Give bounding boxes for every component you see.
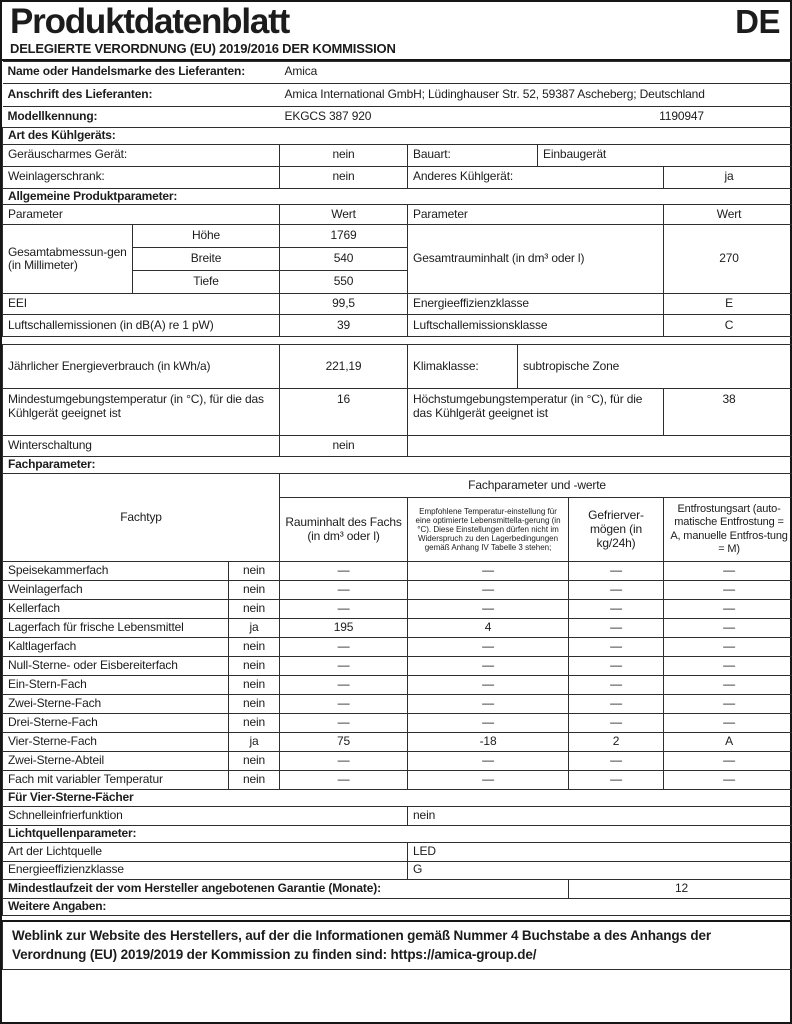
- row-warranty: [3, 879, 792, 898]
- section-more-info-heading: [3, 898, 792, 915]
- compartment-volume: —: [280, 657, 408, 676]
- compartment-present: nein: [229, 714, 280, 733]
- fast-freeze-value: nein: [408, 806, 792, 825]
- energy-class-label: Energieeffizienzklasse: [408, 294, 664, 315]
- compartment-temp: 4: [408, 619, 569, 638]
- compartment-freeze: —: [569, 562, 664, 581]
- compartment-volume: —: [280, 695, 408, 714]
- compartment-freeze: —: [569, 581, 664, 600]
- wert-header-left: Wert: [280, 205, 408, 225]
- compartment-volume-header: Rauminhalt des Fachs (in dm³ oder l): [280, 498, 408, 562]
- winter-empty-cell: [408, 436, 792, 457]
- compartment-defrost: —: [664, 657, 792, 676]
- wine-value: nein: [280, 166, 408, 188]
- row-noise: [3, 315, 792, 337]
- compartment-row: [3, 619, 792, 638]
- compartment-label: Kellerfach: [3, 600, 229, 619]
- supplier-address-label: Anschrift des Lieferanten:: [3, 83, 280, 106]
- compartment-present: nein: [229, 752, 280, 771]
- compartment-defrost: —: [664, 619, 792, 638]
- compartment-freeze: —: [569, 771, 664, 790]
- compartment-defrost: —: [664, 562, 792, 581]
- compartment-label: Vier-Sterne-Fach: [3, 733, 229, 752]
- model-id-label: Modellkennung:: [3, 106, 280, 127]
- compartment-freeze: —: [569, 619, 664, 638]
- compartment-volume: —: [280, 638, 408, 657]
- climate-class-label: Klimaklasse:: [408, 345, 518, 389]
- compartment-freeze: —: [569, 752, 664, 771]
- compartment-label: Weinlagerfach: [3, 581, 229, 600]
- compartment-row: [3, 638, 792, 657]
- compartment-defrost: —: [664, 714, 792, 733]
- supplier-address-value: Amica International GmbH; Lüdinghauser Str. 52, 59387 Ascheberg; Deutschland: [280, 83, 792, 106]
- noise-label: Luftschallemissionen (in dB(A) re 1 pW): [3, 315, 280, 337]
- compartment-temp-header: Empfohlene Temperatur-einstellung für eine optimierte Lebensmittella-gerung (in °C). Diese Einstellungen dürfen nicht im Widerspruch zu den Lagerbedingungen gemäß Anhang IV Tabelle 3 stehen;: [408, 498, 569, 562]
- compartment-freeze: —: [569, 638, 664, 657]
- total-volume-value: 270: [664, 225, 792, 294]
- compartment-label: Lagerfach für frische Lebensmittel: [3, 619, 229, 638]
- other-appliance-value: ja: [664, 166, 792, 188]
- title-block: [2, 2, 790, 61]
- compartment-label: Zwei-Sterne-Abteil: [3, 752, 229, 771]
- row-supplier-address: [3, 83, 792, 106]
- height-label: Höhe: [133, 225, 280, 248]
- light-type-value: LED: [408, 842, 792, 861]
- compartment-freeze: —: [569, 657, 664, 676]
- compartment-temp: —: [408, 695, 569, 714]
- width-value: 540: [280, 248, 408, 271]
- compartment-row: [3, 714, 792, 733]
- compartment-volume: 75: [280, 733, 408, 752]
- compartment-defrost: —: [664, 600, 792, 619]
- datasheet-table: [2, 61, 792, 970]
- compartment-volume: —: [280, 562, 408, 581]
- row-ambient-temp: [3, 389, 792, 436]
- wert-header-right: Wert: [664, 205, 792, 225]
- row-weblink: [3, 921, 792, 970]
- gap-cell: [3, 337, 792, 345]
- compartment-defrost: —: [664, 638, 792, 657]
- compartment-volume: —: [280, 600, 408, 619]
- compartment-temp: —: [408, 714, 569, 733]
- model-id-value: EKGCS 387 920: [280, 106, 569, 127]
- light-class-value: G: [408, 861, 792, 879]
- compartment-present: nein: [229, 581, 280, 600]
- noise-value: 39: [280, 315, 408, 337]
- warranty-label: Mindestlaufzeit der vom Hersteller angebotenen Garantie (Monate):: [3, 879, 569, 898]
- section-general-heading: [3, 188, 792, 205]
- low-noise-label: Geräuscharmes Gerät:: [3, 144, 280, 166]
- row-eei: [3, 294, 792, 315]
- compartment-label: Null-Sterne- oder Eisbereiterfach: [3, 657, 229, 676]
- section-type-heading: [3, 127, 792, 144]
- compartment-row: [3, 695, 792, 714]
- compartment-label: Speisekammerfach: [3, 562, 229, 581]
- compartment-label: Fach mit variabler Temperatur: [3, 771, 229, 790]
- compartment-defrost: —: [664, 581, 792, 600]
- design-label: Bauart:: [408, 144, 538, 166]
- noise-class-value: C: [664, 315, 792, 337]
- design-value: Einbaugerät: [538, 144, 792, 166]
- noise-class-label: Luftschallemissionsklasse: [408, 315, 664, 337]
- row-dimensions-height: [3, 225, 792, 248]
- general-heading: Allgemeine Produktparameter:: [3, 188, 792, 205]
- compartment-type-header: Fachtyp: [3, 474, 280, 562]
- row-model-id: [3, 106, 792, 127]
- light-class-label: Energieeffizienzklasse: [3, 861, 408, 879]
- depth-value: 550: [280, 271, 408, 294]
- depth-label: Tiefe: [133, 271, 280, 294]
- min-temp-value: 16: [280, 389, 408, 436]
- compartment-temp: —: [408, 562, 569, 581]
- compartment-temp: —: [408, 771, 569, 790]
- section-compartment-heading: [3, 457, 792, 474]
- fast-freeze-label: Schnelleinfrierfunktion: [3, 806, 408, 825]
- compartment-label: Ein-Stern-Fach: [3, 676, 229, 695]
- param-header-right: Parameter: [408, 205, 664, 225]
- compartment-volume: —: [280, 676, 408, 695]
- compartment-volume: —: [280, 771, 408, 790]
- compartment-row: [3, 676, 792, 695]
- compartment-freeze: —: [569, 676, 664, 695]
- param-header-left: Parameter: [3, 205, 280, 225]
- compartment-label: Zwei-Sterne-Fach: [3, 695, 229, 714]
- row-light-type: [3, 842, 792, 861]
- total-volume-label: Gesamtrauminhalt (in dm³ oder l): [408, 225, 664, 294]
- eei-value: 99,5: [280, 294, 408, 315]
- compartment-present: nein: [229, 638, 280, 657]
- row-param-header: [3, 205, 792, 225]
- compartment-freeze: —: [569, 714, 664, 733]
- compartment-present: ja: [229, 619, 280, 638]
- compartment-temp: —: [408, 657, 569, 676]
- annual-energy-value: 221,19: [280, 345, 408, 389]
- compartment-present: ja: [229, 733, 280, 752]
- compartment-freeze: —: [569, 600, 664, 619]
- compartment-present: nein: [229, 695, 280, 714]
- regulation-subtitle: DELEGIERTE VERORDNUNG (EU) 2019/2016 DER KOMMISSION: [10, 40, 396, 56]
- compartment-present: nein: [229, 657, 280, 676]
- compartment-defrost: —: [664, 771, 792, 790]
- compartment-label: Kaltlagerfach: [3, 638, 229, 657]
- compartment-freeze: 2: [569, 733, 664, 752]
- section-four-star-heading: [3, 790, 792, 807]
- compartment-temp: -18: [408, 733, 569, 752]
- compartment-present: nein: [229, 562, 280, 581]
- type-heading: Art des Kühlgeräts:: [3, 127, 792, 144]
- low-noise-value: nein: [280, 144, 408, 166]
- compartment-present: nein: [229, 676, 280, 695]
- compartment-row: [3, 771, 792, 790]
- section-light-heading: [3, 825, 792, 842]
- light-type-label: Art der Lichtquelle: [3, 842, 408, 861]
- compartment-row: [3, 581, 792, 600]
- compartment-heading: Fachparameter:: [3, 457, 792, 474]
- compartment-freeze: —: [569, 695, 664, 714]
- table-gap: [3, 337, 792, 345]
- row-fast-freeze: [3, 806, 792, 825]
- annual-energy-label: Jährlicher Energieverbrauch (in kWh/a): [3, 345, 280, 389]
- max-temp-value: 38: [664, 389, 792, 436]
- supplier-name-label: Name oder Handelsmarke des Lieferanten:: [3, 61, 280, 83]
- compartment-volume: —: [280, 581, 408, 600]
- compartment-present: nein: [229, 771, 280, 790]
- light-heading: Lichtquellenparameter:: [3, 825, 792, 842]
- compartment-defrost: —: [664, 676, 792, 695]
- compartment-row: [3, 657, 792, 676]
- language-code: DE: [735, 3, 780, 40]
- compartment-freeze-header: Gefrierver-mögen (in kg/24h): [569, 498, 664, 562]
- weblink-text: Weblink zur Website des Herstellers, auf der die Informationen gemäß Nummer 4 Buchstabe a des Anhangs der Verordnung (EU) 2019/2019 der Kommission zu finden sind: https://amica-group.de/: [3, 921, 792, 970]
- winter-value: nein: [280, 436, 408, 457]
- compartment-row: [3, 733, 792, 752]
- winter-label: Winterschaltung: [3, 436, 280, 457]
- other-appliance-label: Anderes Kühlgerät:: [408, 166, 664, 188]
- width-label: Breite: [133, 248, 280, 271]
- page-title: Produktdatenblatt: [10, 2, 290, 41]
- compartment-temp: —: [408, 600, 569, 619]
- four-star-heading: Für Vier-Sterne-Fächer: [3, 790, 792, 807]
- compartment-temp: —: [408, 752, 569, 771]
- compartment-row: [3, 562, 792, 581]
- eei-label: EEI: [3, 294, 280, 315]
- supplier-name-value: Amica: [280, 61, 792, 83]
- compartment-row: [3, 752, 792, 771]
- row-compartment-group-header: [3, 474, 792, 498]
- compartment-defrost: —: [664, 752, 792, 771]
- compartment-defrost-header: Entfrostungsart (auto-matische Entfrostung = A, manuelle Entfros-tung = M): [664, 498, 792, 562]
- compartment-defrost: —: [664, 695, 792, 714]
- row-low-noise: [3, 144, 792, 166]
- compartment-volume: —: [280, 714, 408, 733]
- warranty-value: 12: [569, 879, 792, 898]
- wine-label: Weinlagerschrank:: [3, 166, 280, 188]
- model-number-value: 1190947: [569, 106, 792, 127]
- energy-class-value: E: [664, 294, 792, 315]
- compartment-defrost: A: [664, 733, 792, 752]
- row-supplier-name: [3, 61, 792, 83]
- compartment-label: Drei-Sterne-Fach: [3, 714, 229, 733]
- row-annual-energy: [3, 345, 792, 389]
- compartment-temp: —: [408, 638, 569, 657]
- max-temp-label: Höchstumgebungstemperatur (in °C), für die das Kühlgerät geeignet ist: [408, 389, 664, 436]
- compartment-temp: —: [408, 581, 569, 600]
- row-winter-setting: [3, 436, 792, 457]
- compartment-row: [3, 600, 792, 619]
- more-info-heading: Weitere Angaben:: [3, 898, 792, 915]
- compartment-volume: 195: [280, 619, 408, 638]
- compartment-present: nein: [229, 600, 280, 619]
- compartment-values-header: Fachparameter und -werte: [280, 474, 792, 498]
- row-light-class: [3, 861, 792, 879]
- height-value: 1769: [280, 225, 408, 248]
- min-temp-label: Mindestumgebungstemperatur (in °C), für die das Kühlgerät geeignet ist: [3, 389, 280, 436]
- compartment-volume: —: [280, 752, 408, 771]
- climate-class-value: subtropische Zone: [518, 345, 792, 389]
- compartment-temp: —: [408, 676, 569, 695]
- dimensions-label: Gesamtabmessun-gen (in Millimeter): [3, 225, 133, 294]
- row-wine-storage: [3, 166, 792, 188]
